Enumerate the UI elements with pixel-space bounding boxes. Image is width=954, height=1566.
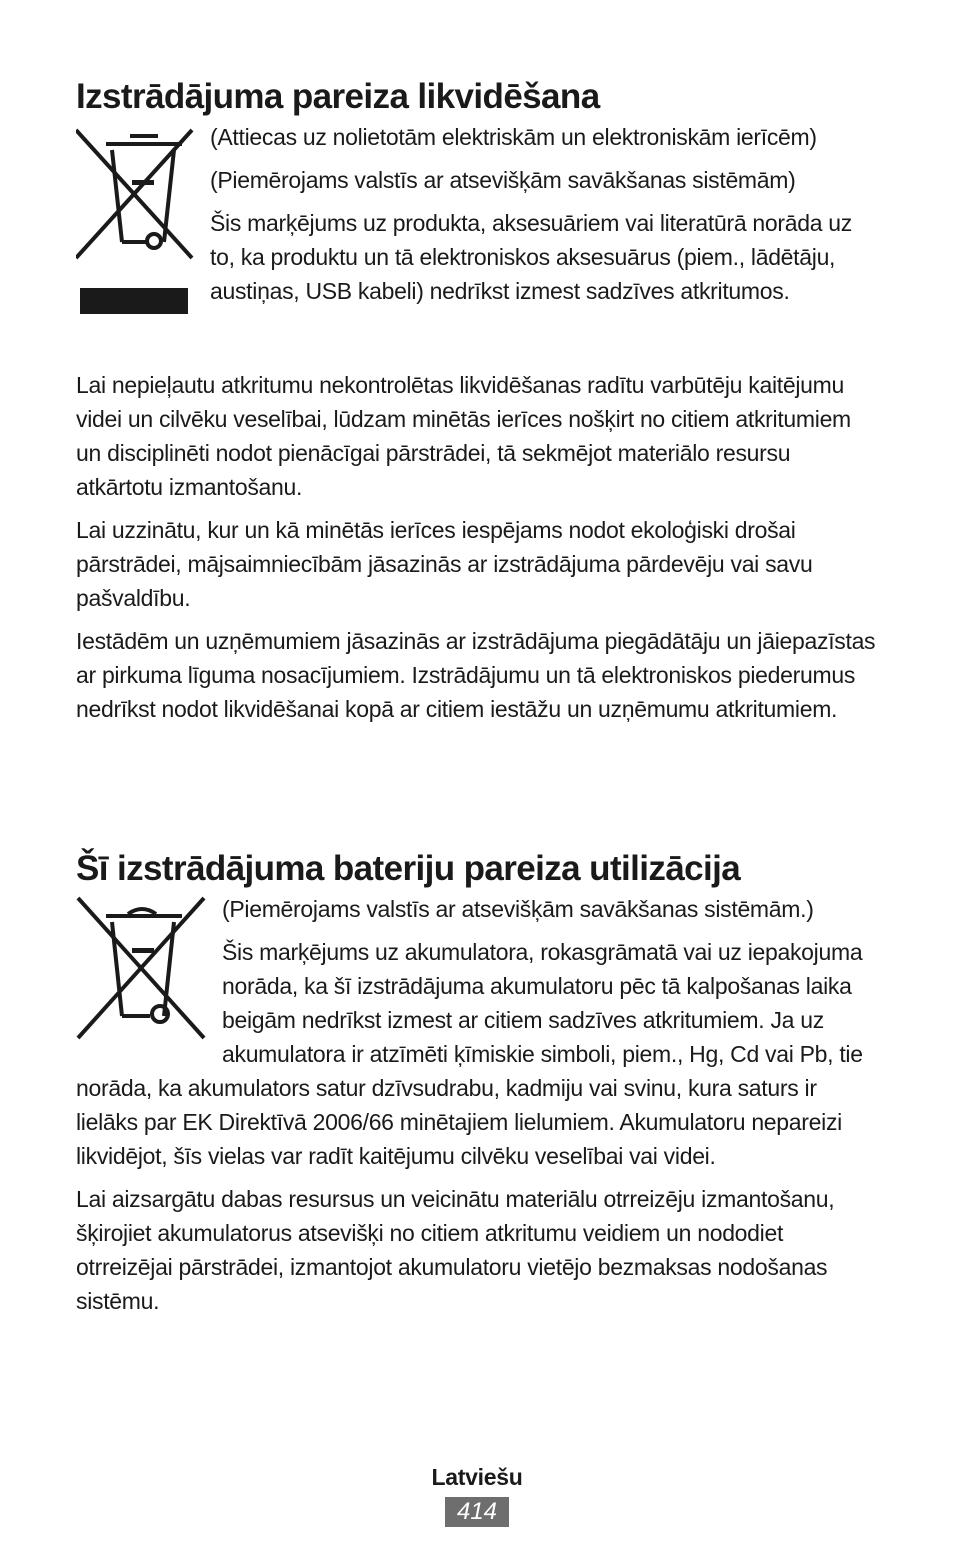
section-weee-disposal [76,76,876,735]
paragraph: (Piemērojams valstīs ar atsevišķām savākšanas sistēmām.) [222,896,814,922]
paragraph: Lai aizsargātu dabas resursus un veicinātu materiālu otrreizēju izmantošanu, šķirojiet akumulatorus atsevišķi no citiem atkritumu veidiem un nododiet otrreizējai pārstrādei, izmantojot akumulatoru vietējo bezmaksas nodošanas sistēmu. [76,1186,835,1314]
paragraph: Lai uzzinātu, kur un kā minētās ierīces iespējams nodot ekoloģiski drošai pārstrādei, mājsaimniecībām jāsazinās ar izstrādājuma pārdevēju vai savu pašvaldību. [76,517,813,611]
section-title: Izstrādājuma pareiza likvidēšana [76,77,600,116]
paragraph: Šis marķējums uz produkta, aksesuāriem vai literatūrā norāda uz to, ka produktu un tā elektroniskos aksesuārus (piem., lādētāju, austiņas, USB kabeli) nedrīkst izmest sadzīves atkritumos. [210,210,853,304]
crossed-out-wheelie-bin-with-bar-icon [76,118,210,368]
footer-language: Latviešu [431,1464,523,1490]
page-footer [0,1464,954,1527]
crossed-out-wheelie-bin-icon [76,890,222,1050]
page-number: 414 [445,1497,509,1527]
section-battery-disposal [76,848,876,1327]
paragraph: (Attiecas uz nolietotām elektriskām un elektroniskām ierīcēm) [210,124,817,150]
paragraph: Šis marķējums uz akumulatora, rokasgrāmatā vai uz iepakojuma norāda, ka šī izstrādājuma akumulatoru pēc tā kalpošanas laika beigām nedrīkst izmest ar citiem sadzīves atkritumiem. Ja uz akumulatora ir atzīmēti ķīmiskie simboli, piem., Hg, Cd vai Pb, tie norāda, ka akumulators satur dzīvsudrabu, kadmiju vai svinu, kura saturs ir lielāks par EK Direktīvā 2006/66 minētajiem lielumiem. Akumulatoru nepareizi likvidējot, šīs vielas var radīt kaitējumu cilvēku veselībai vai videi. [76,939,863,1169]
paragraph: Lai nepieļautu atkritumu nekontrolētas likvidēšanas radītu varbūtēju kaitējumu videi un cilvēku veselībai, lūdzam minētās ierīces nošķirt no citiem atkritumiem un disciplinēti nodot pienācīgai pārstrādei, tā sekmējot materiālo resursu atkārtotu izmantošanu. [76,372,851,500]
paragraph: (Piemērojams valstīs ar atsevišķām savākšanas sistēmām) [210,167,796,193]
section-title: Šī izstrādājuma bateriju pareiza utilizācija [76,849,741,888]
paragraph: Iestādēm un uzņēmumiem jāsazinās ar izstrādājuma piegādātāju un jāiepazīstas ar pirkuma līguma nosacījumiem. Izstrādājumu un tā elektroniskos piederumus nedrīkst nodot likvidēšanai kopā ar citiem iestāžu un uzņēmumu atkritumiem. [76,628,876,722]
